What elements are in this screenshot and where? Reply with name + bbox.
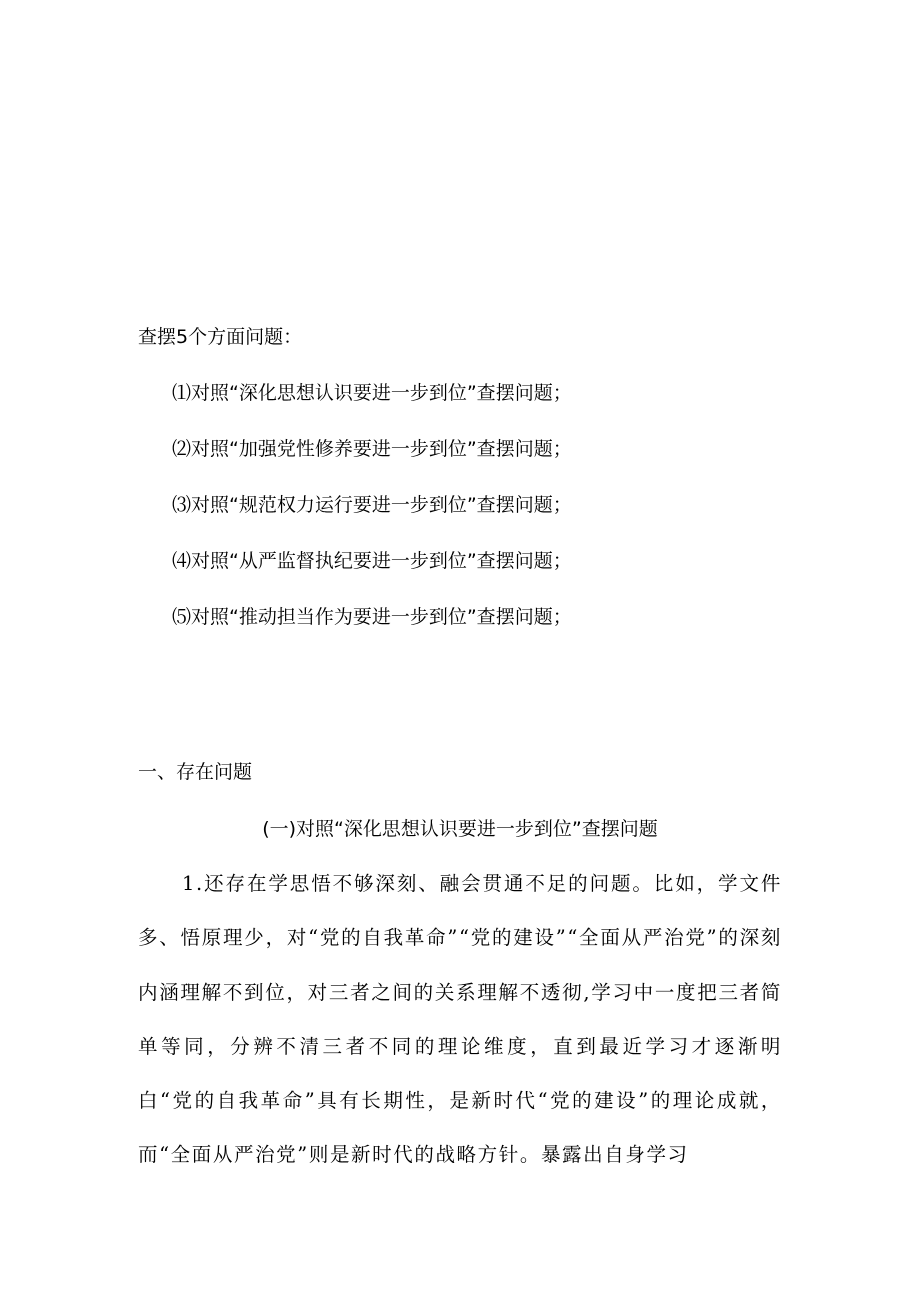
aspect-item-2: ⑵对照“加强党性修养要进一步到位”查摆问题； (172, 438, 572, 460)
aspect-item-1: ⑴对照“深化思想认识要进一步到位”查摆问题； (172, 382, 572, 404)
subsection-heading: (一)对照“深化思想认识要进一步到位”查摆问题 (262, 818, 658, 840)
aspect-item-5: ⑸对照“推动担当作为要进一步到位”查摆问题； (172, 606, 572, 628)
intro-title: 查摆5个方面问题： (138, 326, 303, 348)
aspect-item-3: ⑶对照“规范权力运行要进一步到位”查摆问题； (172, 494, 572, 516)
body-paragraph: 1.还存在学思悟不够深刻、融会贯通不足的问题。比如，学文件多、悟原理少，对“党的自我革命”“党的建设”“全面从严治党”的深刻内涵理解不到位，对三者之间的关系理解不透彻,学习中一度把三者简单等同，分辨不清三者不同的理论维度，直到最近学习才逐渐明白“党的自我革命”具有长期性，是新时代“党的建设”的理论成就，而“全面从严治党”则是新时代的战略方针。暴露出自身学习 (138, 872, 782, 1167)
aspect-item-4: ⑷对照“从严监督执纪要进一步到位”查摆问题； (172, 550, 572, 572)
section-heading: 一、存在问题 (138, 761, 253, 783)
